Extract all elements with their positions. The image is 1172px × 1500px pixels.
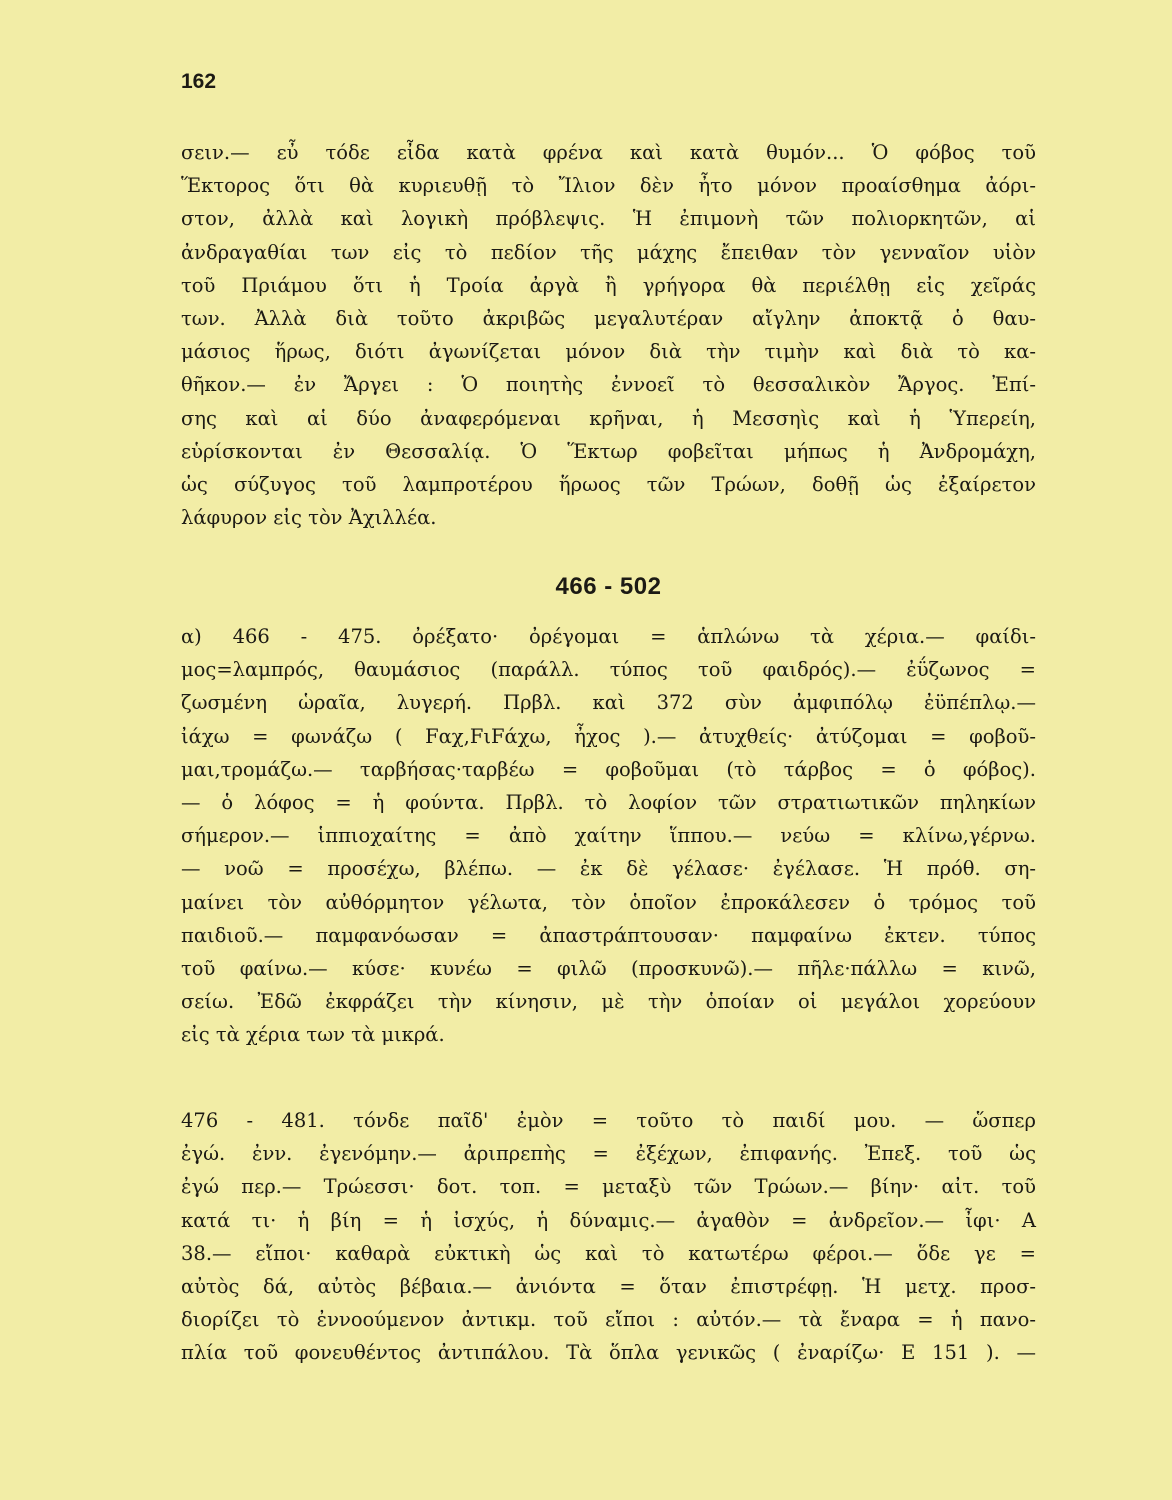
section-heading: 466 - 502 [555, 573, 662, 600]
text-line: στον, ἀλλὰ καὶ λογικὴ πρόβλεψις. Ἡ ἐπιμονὴ τῶν πολιορκητῶν, αἱ [181, 207, 1036, 231]
text-line: ἰάχω = φωνάζω ( Fαχ,FιFάχω, ἦχος ).— ἀτυχθείς· ἀτύζομαι = φοβοῦ- [181, 724, 1036, 748]
text-line: σήμερον.— ἱππιοχαίτης = ἀπὸ χαίτην ἵππου.— νεύω = κλίνω,γέρνω. [181, 824, 1036, 848]
commentary-paragraph-3 [181, 1104, 1036, 1370]
text-line: λάφυρον εἰς τὸν Ἀχιλλέα. [181, 506, 437, 530]
text-line: Ἕκτορος ὅτι θὰ κυριευθῇ τὸ Ἴλιον δὲν ἦτο μόνον προαίσθημα ἀόρι- [181, 174, 1036, 198]
text-line: θῆκον.— ἐν Ἄργει : Ὁ ποιητὴς ἐννοεῖ τὸ θεσσαλικὸν Ἄργος. Ἐπί- [181, 373, 1036, 397]
text-line: κατά τι· ἡ βίη = ἡ ἰσχύς, ἡ δύναμις.— ἀγαθὸν = ἀνδρεῖον.— ἶφι· Α [181, 1208, 1036, 1232]
text-line: — νοῶ = προσέχω, βλέπω. — ἐκ δὲ γέλασε· ἐγέλασε. Ἡ πρόθ. ση- [181, 857, 1036, 881]
page-number: 162 [181, 70, 217, 93]
text-line: διορίζει τὸ ἐννοούμενον ἀντικμ. τοῦ εἴποι : αὐτόν.— τὰ ἔναρα = ἡ πανο- [181, 1308, 1036, 1332]
text-line: αὐτὸς δά, αὐτὸς βέβαια.— ἀνιόντα = ὅταν ἐπιστρέφῃ. Ἡ μετχ. προσ- [181, 1275, 1036, 1299]
text-line: ὡς σύζυγος τοῦ λαμπροτέρου ἥρωος τῶν Τρώων, δοθῇ ὡς ἐξαίρετον [181, 473, 1036, 497]
text-line: α) 466 - 475. ὀρέξατο· ὀρέγομαι = ἁπλώνω τὰ χέρια.— φαίδι- [181, 625, 1036, 648]
commentary-paragraph-2 [181, 620, 1036, 1052]
text-line: μάσιος ἥρως, διότι ἀγωνίζεται μόνον διὰ τὴν τιμὴν καὶ διὰ τὸ κα- [181, 340, 1036, 364]
text-line: — ὁ λόφος = ἡ φούντα. Πρβλ. τὸ λοφίον τῶν στρατιωτικῶν πηληκίων [181, 791, 1036, 815]
text-line: 476 - 481. τόνδε παῖδ' ἐμὸν = τοῦτο τὸ παιδί μου. — ὥσπερ [181, 1109, 1036, 1132]
text-line: ζωσμένη ὡραῖα, λυγερή. Πρβλ. καὶ 372 σὺν ἀμφιπόλῳ ἐϋπέπλῳ.— [181, 691, 1036, 715]
text-line: σείω. Ἐδῶ ἐκφράζει τὴν κίνησιν, μὲ τὴν ὁποίαν οἱ μεγάλοι χορεύουν [181, 990, 1036, 1014]
text-line: σειν.— εὖ τόδε εἶδα κατὰ φρένα καὶ κατὰ θυμόν... Ὁ φόβος τοῦ [181, 141, 1036, 164]
text-line: μος=λαμπρός, θαυμάσιος (παράλλ. τύπος τοῦ φαιδρός).— ἐΰζωνος = [181, 658, 1036, 682]
text-line: ἀνδραγαθίαι των εἰς τὸ πεδίον τῆς μάχης ἔπειθαν τὸν γενναῖον υἱὸν [181, 240, 1036, 264]
text-line: τοῦ φαίνω.— κύσε· κυνέω = φιλῶ (προσκυνῶ).— πῆλε·πάλλω = κινῶ, [181, 957, 1036, 981]
commentary-paragraph-1 [181, 136, 1036, 534]
text-line: τοῦ Πριάμου ὅτι ἡ Τροία ἀργὰ ἢ γρήγορα θὰ περιέλθῃ εἰς χεῖράς [181, 273, 1036, 297]
text-line: πλία τοῦ φονευθέντος ἀντιπάλου. Τὰ ὅπλα γενικῶς ( ἐναρίζω· Ε 151 ). — [181, 1341, 1036, 1365]
text-line: ἐγώ περ.— Τρώεσσι· δοτ. τοπ. = μεταξὺ τῶν Τρώων.— βίην· αἰτ. τοῦ [181, 1175, 1036, 1199]
text-line: μαι,τρομάζω.— ταρβήσας·ταρβέω = φοβοῦμαι (τὸ τάρβος = ὁ φόβος). [181, 757, 1036, 781]
text-line: των. Ἀλλὰ διὰ τοῦτο ἀκριβῶς μεγαλυτέραν αἴγλην ἀποκτᾷ ὁ θαυ- [181, 307, 1036, 331]
text-line: εὑρίσκονται ἐν Θεσσαλίᾳ. Ὁ Ἕκτωρ φοβεῖται μήπως ἡ Ἀνδρομάχη, [181, 439, 1036, 463]
text-line: σης καὶ αἱ δύο ἀναφερόμεναι κρῆναι, ἡ Μεσσηὶς καὶ ἡ Ὑπερείη, [181, 406, 1036, 430]
text-line: εἰς τὰ χέρια των τὰ μικρά. [181, 1023, 445, 1047]
text-line: ἐγώ. ἐνν. ἐγενόμην.— ἀριπρεπὴς = ἐξέχων, ἐπιφανής. Ἐπεξ. τοῦ ὡς [181, 1142, 1036, 1166]
text-line: μαίνει τὸν αὐθόρμητον γέλωτα, τὸν ὁποῖον ἐπροκάλεσεν ὁ τρόμος τοῦ [181, 890, 1036, 914]
text-line: 38.— εἴποι· καθαρὰ εὐκτικὴ ὡς καὶ τὸ κατωτέρω φέροι.— ὅδε γε = [181, 1241, 1036, 1265]
text-line: παιδιοῦ.— παμφανόωσαν = ἀπαστράπτουσαν· παμφαίνω ἐκτεν. τύπος [181, 923, 1036, 947]
